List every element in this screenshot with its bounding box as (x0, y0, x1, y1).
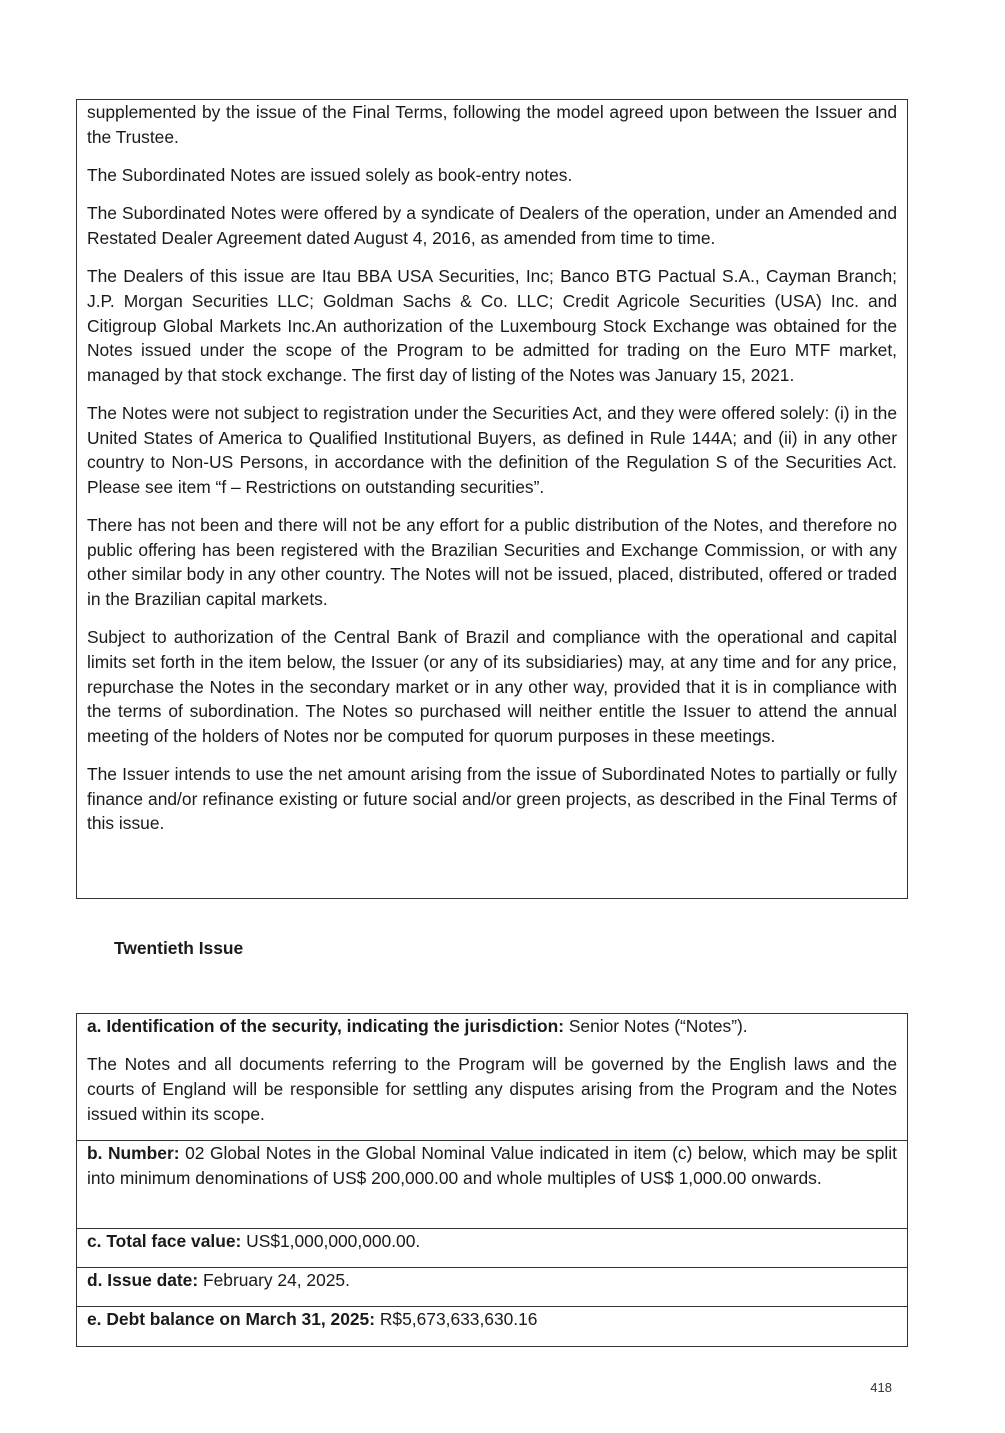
row-label: c. Total face value: (87, 1231, 242, 1251)
paragraph: The Issuer intends to use the net amount arising from the issue of Subordinated Notes to partially or fully finance and/or refinance existing or future social and/or green projects, as described in the Final Terms of this issue. (87, 764, 897, 834)
table-row-identification (77, 1014, 907, 1141)
row-label: e. Debt balance on March 31, 2025: (87, 1309, 376, 1329)
paragraph: The Notes were not subject to registration under the Securities Act, and they were offered solely: (i) in the United States of America to Qualified Institutional Buyers, as defined in Rule 144A; and (ii) in any other country to Non-US Persons, in accordance with the definition of the Regulation S of the Securities Act. Please see item “f – Restrictions on outstanding securities”. (87, 403, 897, 497)
row-value: US$1,000,000,000.00. (241, 1231, 421, 1251)
page-number: 418 (870, 1380, 892, 1395)
row-value: R$5,673,633,630.16 (375, 1309, 538, 1329)
subordinated-notes-text-box (76, 99, 908, 899)
row-text (87, 1229, 897, 1254)
twentieth-issue-table (76, 1013, 908, 1347)
row-label: a. Identification of the security, indicating the jurisdiction: (87, 1016, 564, 1036)
paragraph: There has not been and there will not be any effort for a public distribution of the Notes, and therefore no public offering has been registered with the Brazilian Securities and Exchange Commission, or with any other similar body in any other country. The Notes will not be issued, placed, distributed, offered or traded in the Brazilian capital markets. (87, 515, 897, 610)
row-label: b. Number: (87, 1143, 180, 1163)
row-value: February 24, 2025. (198, 1270, 350, 1290)
paragraph: The Dealers of this issue are Itau BBA USA Securities, Inc; Banco BTG Pactual S.A., Cayman Branch; J.P. Morgan Securities LLC; Goldman Sachs & Co. LLC; Credit Agricole Securities (USA) Inc. and Citigroup Global Markets Inc.An authorization of the Luxembourg Stock Exchange was obtained for the Notes issued under the scope of the Program to be admitted for trading on the Euro MTF market, managed by that stock exchange. The first day of listing of the Notes was January 15, 2021. (87, 266, 897, 385)
paragraph: The Subordinated Notes are issued solely as book-entry notes. (87, 164, 573, 185)
paragraph: The Subordinated Notes were offered by a syndicate of Dealers of the operation, under an Amended and Restated Dealer Agreement dated August 4, 2016, as amended from time to time. (87, 203, 897, 248)
row-label: d. Issue date: (87, 1270, 199, 1290)
row-text (87, 1141, 897, 1190)
table-row-issue-date (77, 1268, 907, 1307)
row-text (87, 1268, 897, 1293)
row-value: 02 Global Notes in the Global Nominal Value indicated in item (c) below, which may be split into minimum denominations of US$ 200,000.00 and whole multiples of US$ 1,000.00 onwards. (87, 1143, 897, 1188)
table-row-face-value (77, 1229, 907, 1268)
row-text (87, 1014, 897, 1039)
section-heading: Twentieth Issue (114, 938, 244, 958)
paragraph: Subject to authorization of the Central Bank of Brazil and compliance with the operational and capital limits set forth in the item below, the Issuer (or any of its subsidiaries) may, at any time and for any price, repurchase the Notes in the secondary market or in any other way, provided that it is in compliance with the terms of subordination. The Notes so purchased will neither entitle the Issuer to attend the annual meeting of the holders of Notes nor be computed for quorum purposes in these meetings. (87, 627, 897, 746)
table-row-debt-balance (77, 1307, 907, 1346)
row-text (87, 1307, 897, 1332)
paragraph: supplemented by the issue of the Final Terms, following the model agreed upon between the Issuer and the Trustee. (87, 102, 897, 147)
row-value: Senior Notes (“Notes”). (564, 1016, 748, 1036)
paragraph: The Notes and all documents referring to the Program will be governed by the English laws and the courts of England will be responsible for settling any disputes arising from the Program and the Notes issued within its scope. (87, 1054, 897, 1124)
table-row-number (77, 1141, 907, 1229)
